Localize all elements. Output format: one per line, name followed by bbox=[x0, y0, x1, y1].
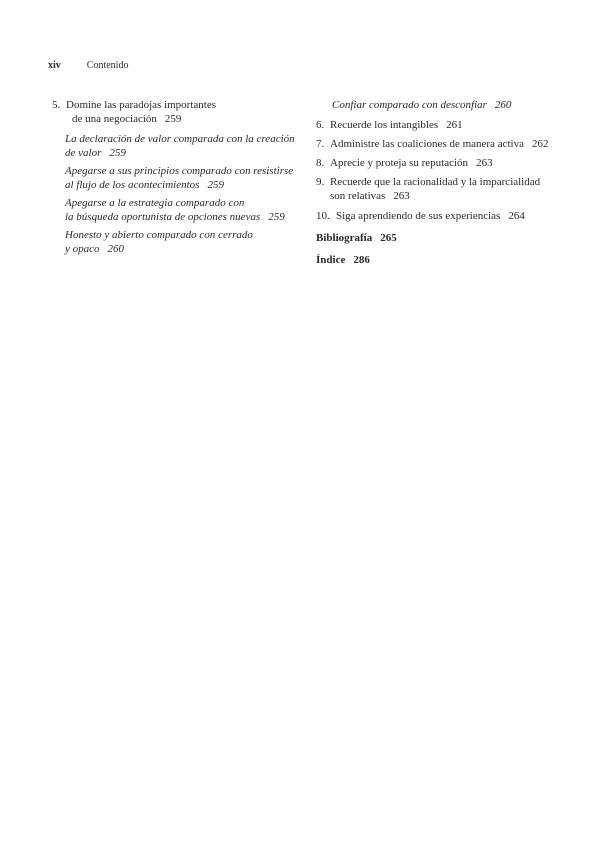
chapter-number: 7. bbox=[316, 138, 325, 150]
subentry-line2: de valor bbox=[65, 147, 102, 159]
toc-subentry[interactable] bbox=[52, 164, 297, 192]
bibliography-page: 265 bbox=[380, 232, 397, 244]
toc-chapter-7[interactable] bbox=[316, 137, 586, 151]
chapter-number: 10. bbox=[316, 210, 330, 222]
subentry-line1: Apegarse a sus principios comparado con resistirse bbox=[65, 165, 294, 177]
chapter-number: 6. bbox=[316, 119, 325, 131]
subentry-page: 259 bbox=[207, 179, 224, 191]
chapter-number: 9. bbox=[316, 176, 325, 188]
toc-subentry[interactable] bbox=[52, 132, 297, 160]
toc-left-column bbox=[52, 98, 297, 260]
toc-bibliography[interactable] bbox=[316, 231, 586, 245]
subentry-text: Confiar comparado con desconfiar bbox=[332, 99, 487, 111]
subentry-line1: Honesto y abierto comparado con cerrado bbox=[65, 229, 253, 241]
subentry-page: 259 bbox=[268, 211, 285, 223]
toc-chapter-5[interactable] bbox=[52, 98, 297, 126]
chapter-title: Recuerde los intangibles bbox=[330, 119, 439, 131]
chapter-title-line1: Domine las paradojas importantes bbox=[66, 99, 216, 111]
chapter-number: 5. bbox=[52, 99, 61, 111]
page-number: xiv bbox=[48, 60, 61, 71]
toc-chapter-6[interactable] bbox=[316, 118, 586, 132]
chapter-title-line2: son relativas bbox=[330, 190, 386, 202]
subentry-line1: La declaración de valor comparada con la creación bbox=[65, 133, 295, 145]
index-label: Índice bbox=[316, 254, 346, 266]
chapter-title: Siga aprendiendo de sus experiencias bbox=[336, 210, 501, 222]
toc-right-column bbox=[316, 98, 586, 275]
chapter-number: 8. bbox=[316, 157, 325, 169]
subentry-page: 260 bbox=[494, 99, 512, 111]
bibliography-label: Bibliografía bbox=[316, 232, 373, 244]
subentry-line2: al flujo de los acontecimientos bbox=[65, 179, 200, 191]
toc-chapter-10[interactable] bbox=[316, 209, 586, 223]
subentry-page: 260 bbox=[107, 243, 125, 255]
chapter-page: 262 bbox=[531, 138, 549, 150]
toc-subentry-continued[interactable] bbox=[316, 98, 586, 112]
subentry-line1: Apegarse a la estrategia comparado con bbox=[65, 197, 245, 209]
toc-chapter-8[interactable] bbox=[316, 156, 586, 170]
toc-subentry[interactable] bbox=[52, 228, 297, 256]
toc-subentry[interactable] bbox=[52, 196, 297, 224]
subentry-line2: y opaco bbox=[65, 243, 100, 255]
toc-chapter-9[interactable] bbox=[316, 175, 586, 203]
chapter-page: 263 bbox=[476, 157, 493, 169]
chapter-title: Aprecie y proteja su reputación bbox=[330, 157, 469, 169]
toc-index[interactable] bbox=[316, 253, 586, 267]
subentry-line2: la búsqueda oportunista de opciones nuevas bbox=[65, 211, 261, 223]
chapter-title: Administre las coaliciones de manera activa bbox=[330, 138, 524, 150]
index-page: 286 bbox=[353, 254, 370, 266]
running-header bbox=[48, 60, 128, 71]
subentry-page: 259 bbox=[109, 147, 126, 159]
section-title: Contenido bbox=[86, 60, 129, 71]
chapter-page: 261 bbox=[446, 119, 463, 131]
chapter-page: 259 bbox=[164, 113, 182, 125]
chapter-title-line1: Recuerde que la racionalidad y la imparcialidad bbox=[330, 176, 541, 188]
chapter-title-line2: de una negociación bbox=[72, 113, 157, 125]
chapter-page: 264 bbox=[508, 210, 525, 222]
chapter-page: 263 bbox=[393, 190, 410, 202]
